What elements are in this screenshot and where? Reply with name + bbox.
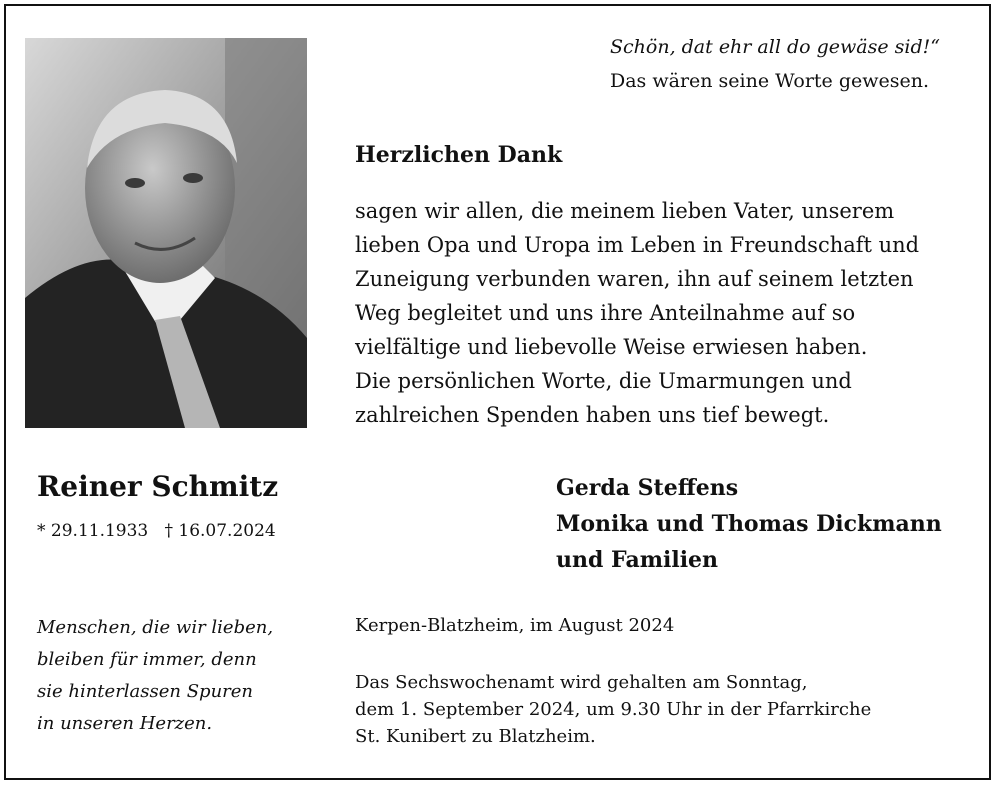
deceased-name: Reiner Schmitz <box>37 470 279 503</box>
thanks-text <box>355 194 919 432</box>
mass-line: Das Sechswochenamt wird gehalten am Sonntag, <box>355 672 808 693</box>
portrait-photo <box>25 38 307 428</box>
birth-date: * 29.11.1933 <box>37 521 149 541</box>
poem <box>37 612 273 740</box>
signers <box>556 470 942 578</box>
thanks-line: Die persönlichen Worte, die Umarmungen und <box>355 369 852 393</box>
mass-line: dem 1. September 2024, um 9.30 Uhr in der Pfarrkirche <box>355 699 872 720</box>
place-date: Kerpen-Blatzheim, im August 2024 <box>355 615 675 636</box>
quote-line-1: Schön, dat ehr all do gewäse sid!“ <box>610 36 940 58</box>
poem-line: Menschen, die wir lieben, <box>37 617 274 638</box>
signer-line: und Familien <box>556 547 719 573</box>
signer-line: Gerda Steffens <box>556 475 739 501</box>
quote-top <box>610 30 940 98</box>
mass-line: St. Kunibert zu Blatzheim. <box>355 726 596 747</box>
thanks-line: Zuneigung verbunden waren, ihn auf seinem letzten <box>355 267 914 291</box>
thanks-line: sagen wir allen, die meinem lieben Vater, unserem <box>355 199 895 223</box>
thanks-line: vielfältige und liebevolle Weise erwiesen haben. <box>355 335 868 359</box>
quote-line-2: Das wären seine Worte gewesen. <box>610 70 930 92</box>
thanks-heading: Herzlichen Dank <box>355 142 563 168</box>
thanks-line: zahlreichen Spenden haben uns tief bewegt. <box>355 403 830 427</box>
thanks-line: lieben Opa und Uropa im Leben in Freundschaft und <box>355 233 920 257</box>
poem-line: sie hinterlassen Spuren <box>37 681 254 702</box>
life-dates <box>37 521 276 541</box>
signer-line: Monika und Thomas Dickmann <box>556 511 942 537</box>
poem-line: bleiben für immer, denn <box>37 649 257 670</box>
poem-line: in unseren Herzen. <box>37 713 213 734</box>
mass-announcement <box>355 669 871 750</box>
death-date: † 16.07.2024 <box>164 521 276 541</box>
thanks-line: Weg begleitet und uns ihre Anteilnahme auf so <box>355 301 856 325</box>
